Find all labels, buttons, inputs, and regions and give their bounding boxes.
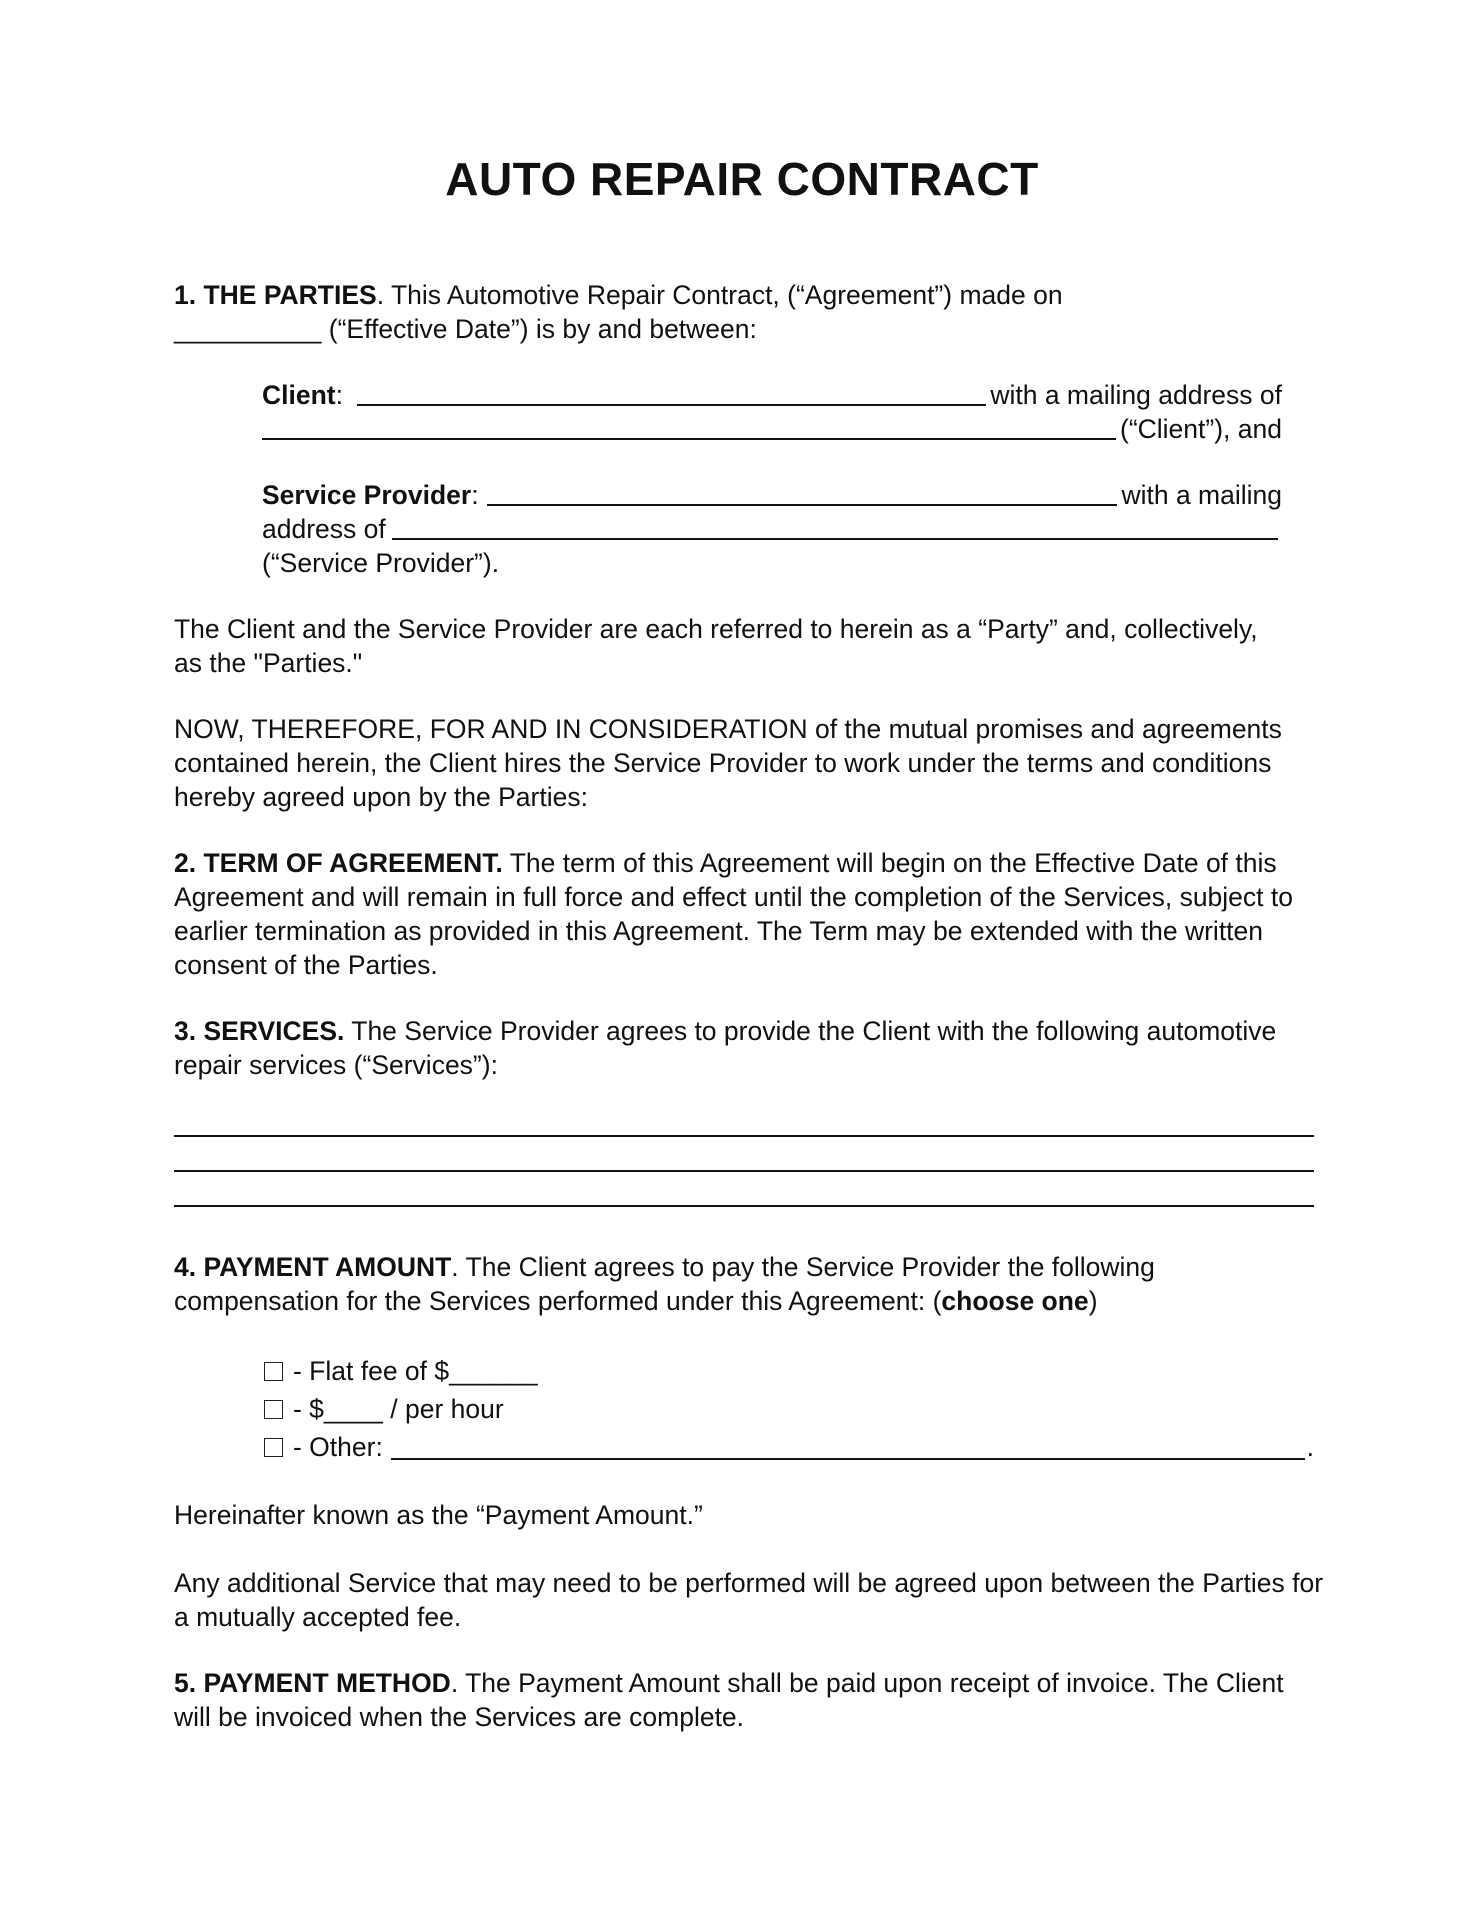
- option-hourly-label: - $____ / per hour: [293, 1394, 504, 1424]
- section-5-text: . The Payment Amount shall be paid upon receipt of invoice. The Client will be invoiced when the Services are complete.: [174, 1668, 1284, 1732]
- client-mailing-text: with a mailing address of: [990, 380, 1282, 410]
- client-colon: :: [335, 380, 343, 410]
- choose-one-text: choose one: [941, 1286, 1089, 1316]
- provider-name-field[interactable]: [487, 480, 1118, 506]
- section-2-heading: 2. TERM OF AGREEMENT.: [174, 848, 503, 878]
- option-other-label: - Other:: [293, 1432, 383, 1462]
- provider-mailing-text: with a mailing: [1121, 480, 1282, 510]
- checkbox-other[interactable]: [264, 1438, 283, 1457]
- option-hourly[interactable]: [264, 1392, 504, 1426]
- provider-colon: :: [471, 480, 479, 510]
- provider-address-field[interactable]: [392, 514, 1278, 540]
- client-end-text: (“Client”), and: [1120, 414, 1282, 444]
- option-flat-fee-label: - Flat fee of $______: [293, 1356, 538, 1386]
- parties-definition: The Client and the Service Provider are each referred to herein as a “Party” and, collectively, as the "Parties.": [174, 614, 1258, 678]
- section-1-text: . This Automotive Repair Contract, (“Agreement”) made on: [376, 280, 1063, 310]
- services-line-3[interactable]: [174, 1205, 1314, 1207]
- section-5-payment-method: [174, 1666, 1294, 1734]
- services-line-2[interactable]: [174, 1170, 1314, 1172]
- client-block: [262, 378, 1282, 446]
- section-2-term: [174, 846, 1324, 982]
- provider-end-text: (“Service Provider”).: [262, 548, 500, 578]
- other-payment-field[interactable]: [391, 1434, 1305, 1460]
- provider-label: Service Provider: [262, 480, 472, 510]
- option-other-end: .: [1306, 1432, 1314, 1462]
- section-1-parties: [174, 278, 1324, 346]
- section-2-text: The term of this Agreement will begin on the Effective Date of this Agreement and will remain in full force and effect until the completion of the Services, subject to earlier termination as provided in this Agreement. The Term may be extended with the written consent of the Parties.: [174, 848, 1293, 980]
- checkbox-hourly[interactable]: [264, 1400, 283, 1419]
- section-4-text: . The Client agrees to pay the Service Provider the following compensation for the Services performed under this Agreement: (: [174, 1252, 1155, 1316]
- option-other[interactable]: [264, 1430, 1314, 1464]
- consideration-clause: NOW, THEREFORE, FOR AND IN CONSIDERATION of the mutual promises and agreements contained herein, the Client hires the Service Provider to work under the terms and conditions hereby agreed upon by the Parties:: [174, 714, 1282, 812]
- section-3-text: The Service Provider agrees to provide the Client with the following automotive repair services (“Services”):: [174, 1016, 1277, 1080]
- section-3-heading: 3. SERVICES.: [174, 1016, 345, 1046]
- client-name-field[interactable]: [357, 380, 986, 406]
- section-5-heading: 5. PAYMENT METHOD: [174, 1668, 451, 1698]
- option-flat-fee[interactable]: [264, 1354, 538, 1388]
- payment-amount-definition: Hereinafter known as the “Payment Amount.”: [174, 1500, 703, 1530]
- section-4-close: ): [1088, 1286, 1098, 1316]
- section-1-text-2: (“Effective Date”) is by and between:: [321, 314, 757, 344]
- provider-block: [262, 478, 1282, 580]
- section-3-services: [174, 1014, 1284, 1082]
- effective-date-blank[interactable]: __________: [174, 314, 322, 344]
- document-title: AUTO REPAIR CONTRACT: [445, 153, 1039, 205]
- client-address-field[interactable]: [262, 414, 1116, 440]
- client-label: Client: [262, 380, 336, 410]
- section-4-payment-amount: [174, 1250, 1324, 1318]
- checkbox-flat-fee[interactable]: [264, 1362, 283, 1381]
- section-4-heading: 4. PAYMENT AMOUNT: [174, 1252, 452, 1282]
- services-line-1[interactable]: [174, 1135, 1314, 1137]
- section-1-heading: 1. THE PARTIES: [174, 280, 377, 310]
- provider-address-label: address of: [262, 514, 386, 544]
- additional-services-clause: Any additional Service that may need to be performed will be agreed upon between the Parties for a mutually accepted fee.: [174, 1568, 1324, 1632]
